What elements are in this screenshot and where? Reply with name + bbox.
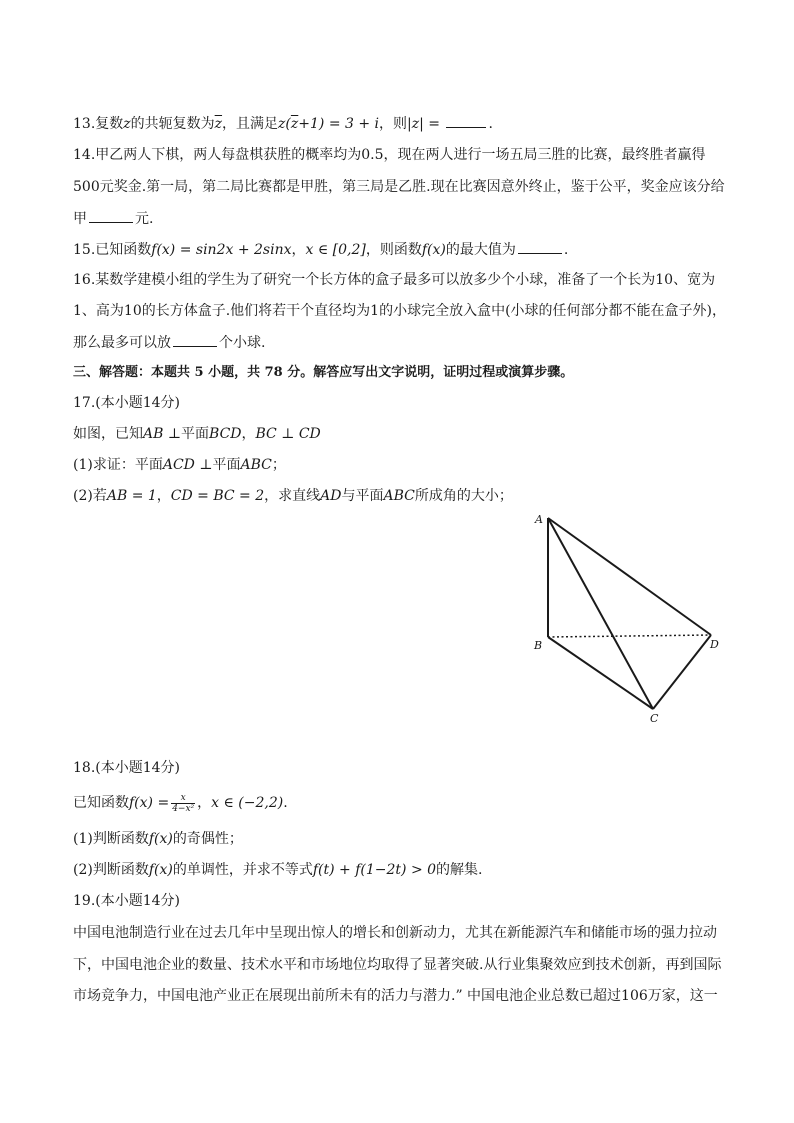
q17-text: ， <box>241 426 256 442</box>
q18-fraction <box>171 793 195 814</box>
question-14-line-3 <box>73 208 721 229</box>
question-19-line-1: 中国电池制造行业在过去几年中呈现出惊人的增长和创新动力，尤其在新能源汽车和储能市场的强力拉动 <box>73 925 717 941</box>
q17-math: AB = 1 <box>106 488 157 504</box>
question-17-part-1 <box>73 455 721 475</box>
q17-text: (2)若 <box>73 488 107 504</box>
fraction-numerator: x <box>171 793 195 804</box>
q17-text: 平面 <box>181 426 210 442</box>
q13-text: ，且满足 <box>222 116 279 132</box>
q17-text: 如图，已知 <box>73 426 143 442</box>
question-19-line-3: 市场竞争力，中国电池产业正在展现出前所未有的活力与潜力.” 中国电池企业总数已超过106万家，这一 <box>73 988 718 1004</box>
tetrahedron-diagram <box>524 505 724 730</box>
q14-text: 元. <box>135 211 154 227</box>
question-16-line-2: 1、高为10的长方体盒子.他们将若干个直径均为1的小球完全放入盒中(小球的任何部分都不能在盒子外)， <box>73 303 727 319</box>
edge-ad <box>548 518 711 635</box>
q18-math: f(x) <box>148 831 173 847</box>
question-18-part-1 <box>73 829 721 849</box>
section-heading: 三、解答题：本题共 5 小题，共 78 分。解答应写出文字说明，证明过程或演算步骤。 <box>73 365 574 380</box>
edge-bc <box>548 637 653 709</box>
q17-text: ， <box>156 488 171 504</box>
question-14-line-1: 14.甲乙两人下棋，两人每盘棋获胜的概率均为0.5，现在两人进行一场五局三胜的比赛，最终胜者赢得 <box>73 147 706 163</box>
question-16-line-3 <box>73 332 721 353</box>
q18-text: 的解集. <box>436 862 483 878</box>
answer-blank[interactable] <box>89 208 133 223</box>
q18-text: (2)判断函数 <box>73 862 149 878</box>
question-16-line-1: 16.某数学建模小组的学生为了研究一个长方体的盒子最多可以放多少个小球，准备了一个长为10、宽为 <box>73 272 716 288</box>
q13-text: 13.复数 <box>73 116 124 132</box>
q15-text: 的最大值为 <box>445 242 516 258</box>
q18-text: 的奇偶性； <box>172 831 243 847</box>
q17-math: ABC <box>383 488 415 504</box>
fraction-denominator: 4−x² <box>172 803 195 814</box>
q17-math: ACD ⊥ <box>162 457 213 473</box>
q15-math: f(x) <box>421 242 446 258</box>
q13-math-zbar: $\overline{z}$ <box>214 116 223 132</box>
q17-text: ； <box>271 457 286 473</box>
q13-text: ，则 <box>379 116 408 132</box>
q16-text: 个小球. <box>219 335 266 351</box>
q18-text: 已知函数 <box>73 795 129 811</box>
q13-math: +1) = 3 + i <box>298 116 380 132</box>
vertex-label-d: D <box>710 638 719 651</box>
q17-math: BCD <box>209 426 242 442</box>
q15-math: x ∈ [0,2] <box>305 242 366 258</box>
question-18-title: 18.(本小题14分) <box>73 760 181 776</box>
q18-text: . <box>283 795 288 811</box>
question-14-line-2: 500元奖金.第一局，第二局比赛都是甲胜，第三局是乙胜.现在比赛因意外终止，鉴于公平，奖金应该分给 <box>73 179 725 195</box>
q14-text: 甲 <box>73 211 87 227</box>
q13-math-z: z <box>123 116 131 132</box>
q18-math: f(x) <box>148 862 173 878</box>
vertex-label-c: C <box>650 712 659 725</box>
answer-blank[interactable] <box>518 239 562 254</box>
question-15 <box>73 239 721 260</box>
q17-math: AD <box>320 488 342 504</box>
q17-math: ABC <box>240 457 272 473</box>
q18-text: ， <box>197 795 212 811</box>
q15-text: ， <box>291 242 306 258</box>
question-13 <box>73 113 721 134</box>
tetrahedron-figure <box>524 505 724 730</box>
question-19-line-2: 下，中国电池企业的数量、技术水平和市场地位均取得了显著突破.从行业集聚效应到技术创新，再到国际 <box>73 957 722 973</box>
q18-math: x ∈ (−2,2) <box>211 795 284 811</box>
q15-text: . <box>563 242 569 258</box>
q18-math: f(t) + f(1−2t) > 0 <box>312 862 437 878</box>
question-17-part-2 <box>73 486 721 506</box>
q15-math: f(x) = sin2x + 2sinx <box>151 242 292 258</box>
q17-math: BC ⊥ CD <box>255 426 321 442</box>
q17-math: CD = BC = 2 <box>170 488 265 504</box>
edge-bd-hidden <box>548 635 711 637</box>
q13-math: |z| <box>407 116 424 132</box>
q13-math: = <box>423 116 445 132</box>
q13-math: z( <box>278 116 291 132</box>
question-18-intro <box>73 790 721 816</box>
q16-text: 那么最多可以放 <box>73 335 171 351</box>
q18-math: f(x) = <box>129 795 170 811</box>
q18-text: (1)判断函数 <box>73 831 149 847</box>
question-19-title: 19.(本小题14分) <box>73 893 181 909</box>
question-18-part-2 <box>73 860 721 880</box>
q17-text: 与平面 <box>341 488 384 504</box>
question-17-intro <box>73 424 721 444</box>
q17-text: 平面 <box>212 457 241 473</box>
edge-cd <box>653 635 711 709</box>
q17-math: AB ⊥ <box>143 426 182 442</box>
vertex-label-a: A <box>535 513 543 526</box>
edge-ac <box>548 518 653 709</box>
q13-text: . <box>488 116 493 132</box>
q17-text: (1)求证：平面 <box>73 457 163 473</box>
q15-text: ，则函数 <box>365 242 422 258</box>
answer-blank[interactable] <box>173 332 217 347</box>
q15-text: 15.已知函数 <box>73 242 152 258</box>
vertex-label-b: B <box>534 639 543 652</box>
question-17-title: 17.(本小题14分) <box>73 395 181 411</box>
q17-text: ，求直线 <box>264 488 321 504</box>
q13-math-zbar: $\overline{z}$ <box>290 116 299 132</box>
q13-text: 的共轭复数为 <box>130 116 215 132</box>
q17-text: 所成角的大小； <box>414 488 513 504</box>
q18-text: 的单调性，并求不等式 <box>172 862 313 878</box>
answer-blank[interactable] <box>446 113 486 128</box>
